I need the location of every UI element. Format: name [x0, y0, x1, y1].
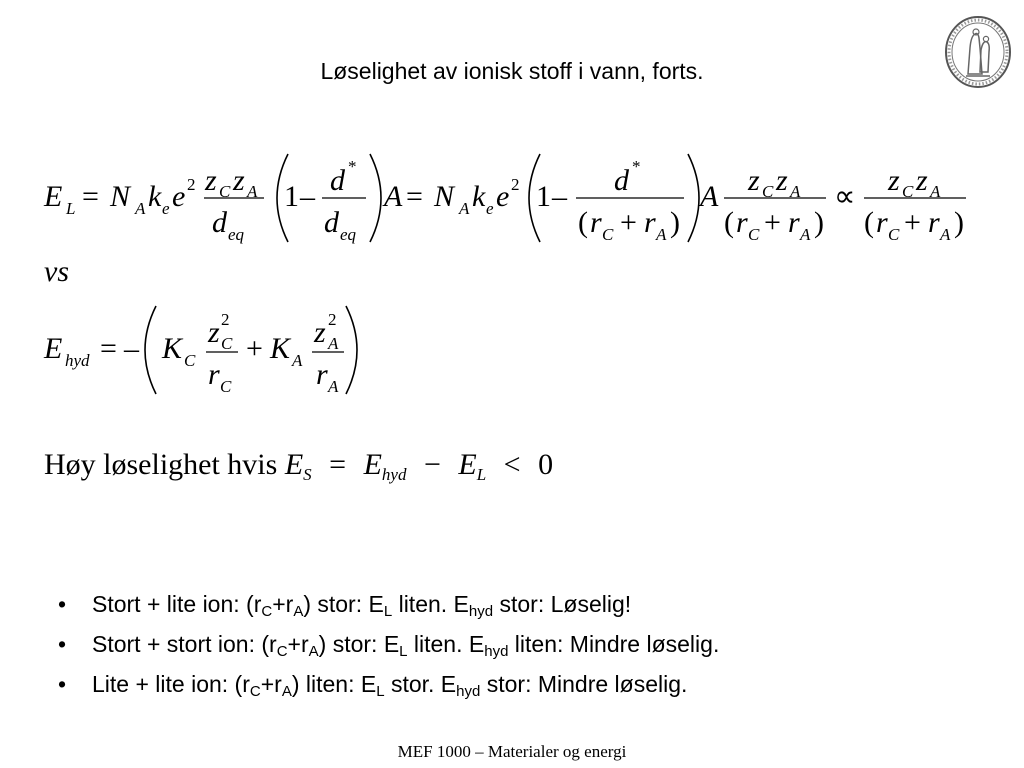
math-symbol: e [496, 180, 510, 213]
bullet-text: stor. E [384, 671, 457, 697]
math-symbol: z [233, 164, 245, 197]
bullet-list [58, 588, 719, 708]
math-operator: + [620, 206, 637, 239]
math-operator: = [329, 448, 347, 481]
hydration-energy-equation [43, 306, 357, 396]
math-subscript: C [220, 377, 232, 396]
math-symbol: N [434, 180, 455, 213]
list-item [58, 588, 719, 628]
math-subscript: A [328, 377, 339, 396]
math-subscript: L [66, 199, 76, 218]
math-subscript: A [930, 182, 941, 201]
math-symbol: E [363, 448, 382, 481]
math-symbol: d [330, 164, 345, 197]
math-operator: < [503, 448, 521, 481]
math-symbol: E [44, 180, 63, 213]
bullet-text: stor: Mindre løselig. [480, 671, 688, 697]
math-subscript: C [888, 225, 900, 244]
math-subscript: e [162, 199, 170, 218]
bullet-text: +r [260, 671, 282, 697]
math-symbol: r [876, 206, 888, 239]
math-superscript: 2 [328, 310, 337, 329]
math-number: 1 [536, 180, 551, 213]
math-subscript: e [486, 199, 494, 218]
bullet-text: liten. E [392, 591, 469, 617]
bullet-text: +r [287, 631, 309, 657]
math-operator: = [406, 180, 423, 213]
math-paren: ( [864, 206, 874, 239]
bullet-marker: • [58, 671, 67, 697]
math-subscript: A [247, 182, 258, 201]
math-operator: − [423, 448, 441, 481]
math-operator: = [82, 180, 99, 213]
math-subscript: C [602, 225, 614, 244]
math-symbol: A [700, 180, 719, 213]
math-subscript: C [902, 182, 914, 201]
math-subscript: eq [340, 225, 357, 244]
math-operator: = [100, 332, 117, 365]
paren-right [688, 154, 699, 242]
math-symbol: r [644, 206, 656, 239]
bullet-text: stor: Løselig! [493, 591, 632, 617]
math-subscript: eq [228, 225, 245, 244]
math-symbol: z [888, 164, 900, 197]
math-paren: ( [724, 206, 734, 239]
math-subscript: A [292, 351, 303, 370]
math-symbol: z [314, 316, 326, 349]
bullet-text: Stort + lite ion: (r [92, 591, 262, 617]
math-symbol: r [736, 206, 748, 239]
math-paren: ) [670, 206, 680, 239]
list-item [58, 628, 719, 668]
math-symbol: E [458, 448, 477, 481]
condition-text: Høy løselighet hvis [44, 448, 278, 481]
bullet-marker: • [58, 631, 67, 657]
bullet-text: ) liten: E [291, 671, 377, 697]
bullet-text: liten. E [407, 631, 485, 657]
bullet-text: Stort + stort ion: (r [92, 631, 277, 657]
math-superscript: 2 [187, 175, 196, 194]
bullet-subscript: hyd [456, 683, 481, 700]
math-number: 1 [284, 180, 299, 213]
list-item [58, 668, 719, 708]
math-subscript: L [476, 465, 487, 484]
math-symbol: K [270, 332, 291, 365]
math-symbol: r [316, 358, 328, 391]
math-symbol: r [590, 206, 602, 239]
math-symbol: r [208, 358, 220, 391]
math-symbol: d [324, 206, 339, 239]
math-symbol: k [148, 180, 162, 213]
bullet-text: Lite + lite ion: (r [92, 671, 250, 697]
math-number: 0 [538, 448, 554, 481]
lattice-energy-equation [43, 154, 966, 244]
bullet-subscript: L [376, 683, 385, 700]
bullet-text: +r [272, 591, 294, 617]
math-superscript: * [348, 157, 357, 176]
math-subscript: hyd [381, 465, 407, 484]
paren-left [145, 306, 156, 394]
bullet-subscript: L [399, 643, 408, 660]
math-subscript: A [800, 225, 811, 244]
bullet-subscript: C [276, 643, 288, 660]
bullet-subscript: A [308, 643, 319, 660]
solubility-condition [44, 448, 553, 485]
math-symbol: k [472, 180, 486, 213]
math-symbol: E [44, 332, 63, 365]
math-symbol: z [748, 164, 760, 197]
math-subscript: A [459, 199, 470, 218]
math-paren: ) [814, 206, 824, 239]
bullet-subscript: C [249, 683, 261, 700]
math-operator: – [300, 180, 315, 213]
bullet-subscript: C [261, 603, 273, 620]
math-operator: + [764, 206, 781, 239]
math-symbol: K [162, 332, 183, 365]
bullet-subscript: L [383, 603, 393, 620]
paren-right [346, 306, 357, 394]
math-symbol: r [928, 206, 940, 239]
math-operator: – [552, 180, 567, 213]
math-operator: + [246, 332, 263, 365]
math-symbol: N [110, 180, 131, 213]
math-subscript: A [790, 182, 801, 201]
math-subscript: A [656, 225, 667, 244]
bullet-subscript: A [281, 683, 292, 700]
math-subscript: A [328, 334, 339, 353]
math-superscript: 2 [221, 310, 230, 329]
math-operator: ∝ [834, 180, 856, 213]
bullet-subscript: A [293, 603, 304, 620]
math-subscript: C [762, 182, 774, 201]
slide-footer: MEF 1000 – Materialer og energi [397, 742, 627, 761]
math-symbol: E [284, 448, 304, 481]
math-symbol: z [776, 164, 788, 197]
bullet-text: liten: Mindre løselig. [508, 631, 720, 657]
math-operator: – [124, 332, 139, 365]
paren-right [370, 154, 381, 242]
math-symbol: d [212, 206, 227, 239]
math-symbol: z [205, 164, 217, 197]
bullet-marker: • [58, 591, 67, 617]
math-paren: ( [578, 206, 588, 239]
math-subscript: C [184, 351, 196, 370]
math-subscript: C [748, 225, 760, 244]
math-subscript: hyd [65, 351, 90, 370]
bullet-subscript: hyd [484, 643, 509, 660]
math-symbol: A [384, 180, 403, 213]
math-paren: ) [954, 206, 964, 239]
math-subscript: A [940, 225, 951, 244]
math-operator: + [904, 206, 921, 239]
math-symbol: r [788, 206, 800, 239]
bullet-subscript: hyd [468, 603, 494, 620]
bullet-text: ) stor: E [303, 591, 384, 617]
math-superscript: 2 [511, 175, 520, 194]
math-subscript: S [303, 465, 312, 484]
math-subscript: C [219, 182, 231, 201]
math-symbol: z [208, 316, 220, 349]
math-subscript: C [221, 334, 233, 353]
math-symbol: z [916, 164, 928, 197]
math-subscript: A [135, 199, 146, 218]
math-symbol: e [172, 180, 186, 213]
bullet-text: ) stor: E [318, 631, 400, 657]
math-symbol: d [614, 164, 629, 197]
versus-label: vs [44, 255, 69, 288]
math-superscript: * [632, 157, 641, 176]
slide-title: Løselighet av ionisk stoff i vann, forts. [320, 58, 704, 84]
